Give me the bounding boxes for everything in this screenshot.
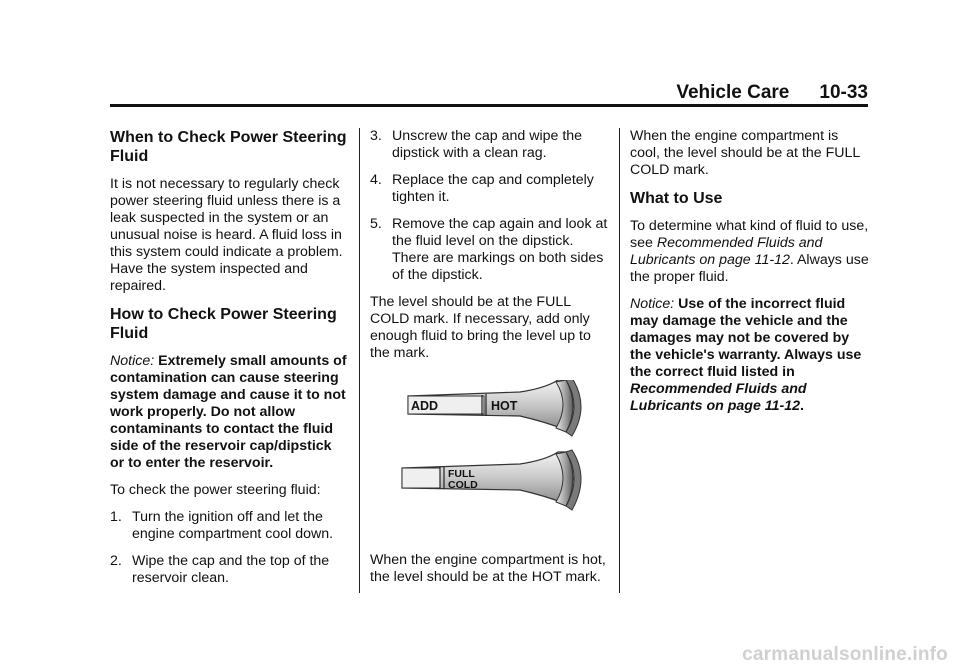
column-1	[110, 128, 348, 597]
step-number: 4.	[370, 172, 382, 188]
page-header	[110, 82, 868, 104]
paragraph: To check the power steering fluid:	[110, 482, 321, 498]
column-divider	[359, 128, 360, 593]
text: . Always use the proper fluid.	[630, 252, 869, 285]
paragraph: When the engine compartment is hot, the level should be at the HOT mark.	[370, 552, 606, 585]
step-number: 5.	[370, 216, 382, 232]
notice	[110, 353, 348, 472]
step-number: 2.	[110, 553, 122, 569]
full-label: FULL	[448, 468, 475, 480]
step-number: 3.	[370, 128, 382, 144]
notice-end: .	[800, 398, 804, 414]
dipstick-cold-side	[402, 450, 581, 510]
section-title: Vehicle Care	[676, 82, 790, 103]
paragraph	[630, 218, 870, 286]
step-text: Wipe the cap and the top of the reservoir clean.	[132, 553, 330, 586]
step-number: 1.	[110, 509, 122, 525]
cross-reference: Recommended Fluids and Lubricants on page 11-12	[630, 381, 807, 414]
paragraph: When the engine compartment is cool, the level should be at the FULL COLD mark.	[630, 128, 860, 178]
column-2	[370, 128, 608, 596]
notice	[630, 296, 870, 415]
notice-text: Use of the incorrect fluid may damage the vehicle and the damages may not be covered by the vehicle's warranty. Always use the correct fluid listed in	[630, 296, 862, 380]
hot-label: HOT	[491, 399, 518, 413]
column-divider	[619, 128, 620, 593]
step-item	[110, 553, 348, 587]
step-item	[110, 509, 348, 543]
page-number: 10-33	[819, 82, 868, 103]
step-item	[370, 216, 608, 284]
heading-what-to-use: What to Use	[630, 190, 723, 207]
paragraph: The level should be at the FULL COLD mark. If necessary, add only enough fluid to bring the level up to the mark.	[370, 294, 591, 361]
heading-how-to-check: How to Check Power Steering Fluid	[110, 306, 337, 342]
dipstick-hot-side	[408, 380, 581, 436]
notice-label: Notice:	[110, 353, 155, 369]
step-text: Replace the cap and completely tighten it.	[392, 172, 594, 205]
step-text: Unscrew the cap and wipe the dipstick with a clean rag.	[392, 128, 583, 161]
step-text: Turn the ignition off and let the engine compartment cool down.	[132, 509, 334, 542]
step-item	[370, 128, 608, 162]
text: To determine what kind of fluid to use, see	[630, 218, 869, 251]
column-3	[630, 128, 870, 425]
notice-text: Extremely small amounts of contamination can cause steering system damage and cause it to not work properly. Do not allow contaminants to contact the fluid side of the reservoir cap/dipstick or to enter the reservoir.	[110, 353, 347, 471]
heading-when-to-check: When to Check Power Steering Fluid	[110, 129, 347, 165]
header-rule	[110, 104, 868, 107]
cold-label: COLD	[448, 479, 478, 491]
cross-reference: Recommended Fluids and Lubricants on page 11-12	[630, 235, 823, 268]
add-label: ADD	[411, 399, 439, 413]
dipstick-illustration	[370, 380, 608, 530]
step-item	[370, 172, 608, 206]
notice-label: Notice:	[630, 296, 675, 312]
step-text: Remove the cap again and look at the fluid level on the dipstick. There are markings on both sides of the dipstick.	[392, 216, 608, 283]
watermark: carmanualsonline.info	[742, 644, 948, 665]
paragraph: It is not necessary to regularly check power steering fluid unless there is a leak suspected in the system or an unusual noise is heard. A fluid loss in this system could indicate a problem. Have the system inspected and repaired.	[110, 176, 343, 294]
